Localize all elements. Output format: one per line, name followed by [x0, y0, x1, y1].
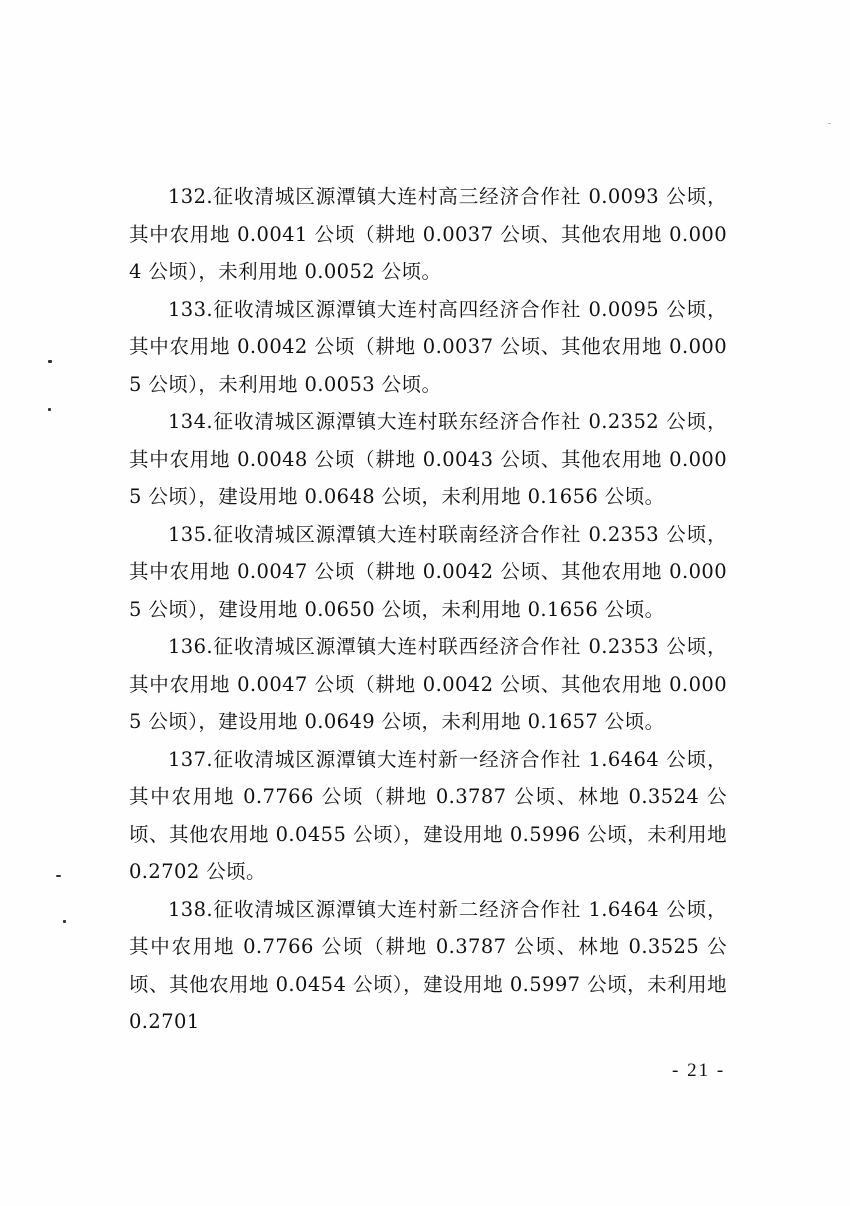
- paragraph-133: 133.征收清城区源潭镇大连村高四经济合作社 0.0095 公顷，其中农用地 0.0042 公顷（耕地 0.0037 公顷、其他农用地 0.0005 公顷），未利用地 0.0053 公顷。: [129, 297, 727, 396]
- paragraph-138: 138.征收清城区源潭镇大连村新二经济合作社 1.6464 公顷，其中农用地 0.7766 公顷（耕地 0.3787 公顷、林地 0.3525 公顷、其他农用地 0.0454 公顷），建设用地 0.5997 公顷，未利用地 0.2701: [129, 897, 727, 1033]
- paragraph-135: 135.征收清城区源潭镇大连村联南经济合作社 0.2353 公顷，其中农用地 0.0047 公顷（耕地 0.0042 公顷、其他农用地 0.0005 公顷），建设用地 0.0650 公顷，未利用地 0.1656 公顷。: [129, 522, 727, 621]
- paragraph-132: 132.征收清城区源潭镇大连村高三经济合作社 0.0093 公顷，其中农用地 0.0041 公顷（耕地 0.0037 公顷、其他农用地 0.0004 公顷），未利用地 0.0052 公顷。: [129, 185, 727, 283]
- margin-mark: [48, 408, 51, 411]
- scan-artifact: [828, 123, 831, 124]
- document-body: [129, 178, 727, 1041]
- margin-mark: [48, 360, 52, 363]
- margin-mark: [63, 920, 66, 923]
- margin-mark: [56, 875, 61, 877]
- paragraph-137: 137.征收清城区源潭镇大连村新一经济合作社 1.6464 公顷，其中农用地 0.7766 公顷（耕地 0.3787 公顷、林地 0.3524 公顷、其他农用地 0.0455 公顷），建设用地 0.5996 公顷，未利用地 0.2702 公顷。: [129, 747, 727, 883]
- paragraph-136: 136.征收清城区源潭镇大连村联西经济合作社 0.2353 公顷，其中农用地 0.0047 公顷（耕地 0.0042 公顷、其他农用地 0.0005 公顷），建设用地 0.0649 公顷，未利用地 0.1657 公顷。: [129, 635, 727, 733]
- paragraph-134: 134.征收清城区源潭镇大连村联东经济合作社 0.2352 公顷，其中农用地 0.0048 公顷（耕地 0.0043 公顷、其他农用地 0.0005 公顷），建设用地 0.0648 公顷，未利用地 0.1656 公顷。: [129, 410, 727, 508]
- page-number: - 21 -: [672, 1060, 726, 1081]
